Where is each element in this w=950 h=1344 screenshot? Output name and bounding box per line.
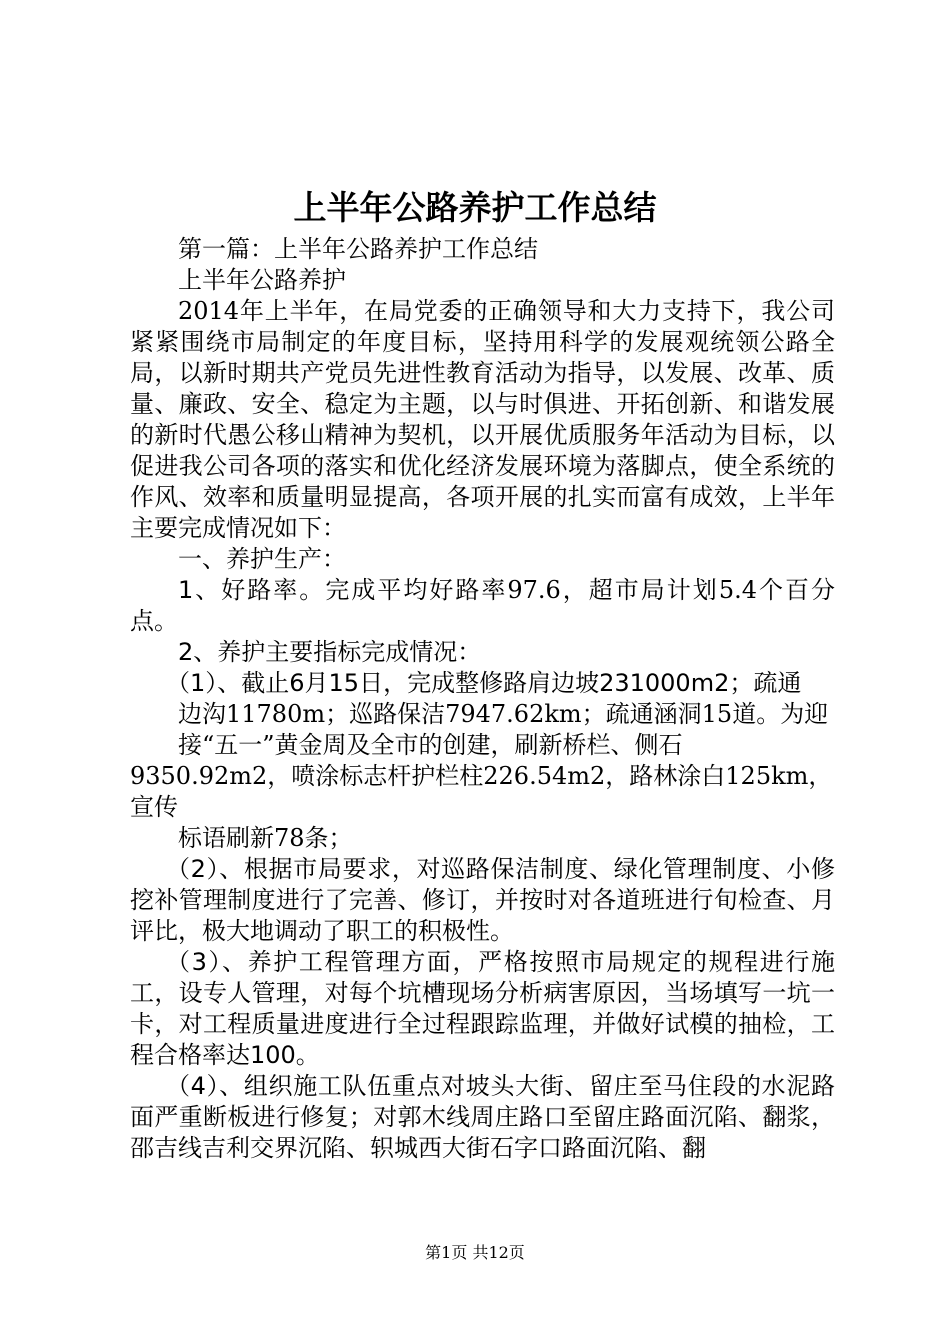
sub4-paragraph: （4）、组织施工队伍重点对坡头大街、留庄至马住段的水泥路面严重断板进行修复；对郭木线周庄路口至留庄路面沉陷、翻浆，邵吉线吉利交界沉陷、轵城西大街石字口路面沉陷、翻: [130, 1072, 835, 1162]
sub3-paragraph: （3）、养护工程管理方面，严格按照市局规定的规程进行施工，设专人管理，对每个坑槽现场分析病害原因，当场填写一坑一卡，对工程质量进度进行全过程跟踪监理，并做好试模的抽检，工程合格率达100。: [130, 948, 835, 1069]
item1-paragraph: [130, 575, 835, 637]
sub1-line4: 标语刷新78条；: [178, 824, 353, 852]
sub1-line2: 边沟11780m；巡路保洁7947.62km；疏通涵洞15道。为迎: [178, 700, 829, 728]
item1-text: 完成平均好路率97.6，超市局计划5.4个百分点。: [130, 576, 835, 635]
section1-heading: 一、养护生产：: [178, 545, 346, 573]
sub2-paragraph: （2）、根据市局要求，对巡路保洁制度、绿化管理制度、小修挖补管理制度进行了完善、修订，并按时对各道班进行旬检查、月评比，极大地调动了职工的积极性。: [130, 855, 835, 945]
document-title: 上半年公路养护工作总结: [293, 188, 657, 227]
document-body: [130, 234, 835, 1164]
intro-paragraph: 2014年上半年，在局党委的正确领导和大力支持下，我公司紧紧围绕市局制定的年度目标，坚持用科学的发展观统领公路全局，以新时期共产党员先进性教育活动为指导，以发展、改革、质量、廉政、安全、稳定为主题，以与时俱进、开拓创新、和谐发展的新时代愚公移山精神为契机，以开展优质服务年活动为目标，以促进我公司各项的落实和优化经济发展环境为落脚点，使全系统的作风、效率和质量明显提高，各项开展的扎实而富有成效，上半年主要完成情况如下：: [130, 297, 835, 542]
subheading: 第一篇：上半年公路养护工作总结: [178, 235, 538, 263]
sub1-line1: （1）、截止6月15日，完成整修路肩边坡231000m2；疏通: [166, 669, 802, 697]
page-footer: 第1页 共12页: [425, 1243, 525, 1262]
intro-line: 上半年公路养护: [178, 266, 346, 294]
item1-label: 1、好路率。: [178, 576, 326, 604]
item2-heading: 2、养护主要指标完成情况：: [178, 638, 482, 666]
sub1-line3: 接“五一”黄金周及全市的创建，刷新桥栏、侧石9350.92m2，喷涂标志杆护栏柱226.54m2，路林涂白125km，宣传: [130, 731, 833, 821]
